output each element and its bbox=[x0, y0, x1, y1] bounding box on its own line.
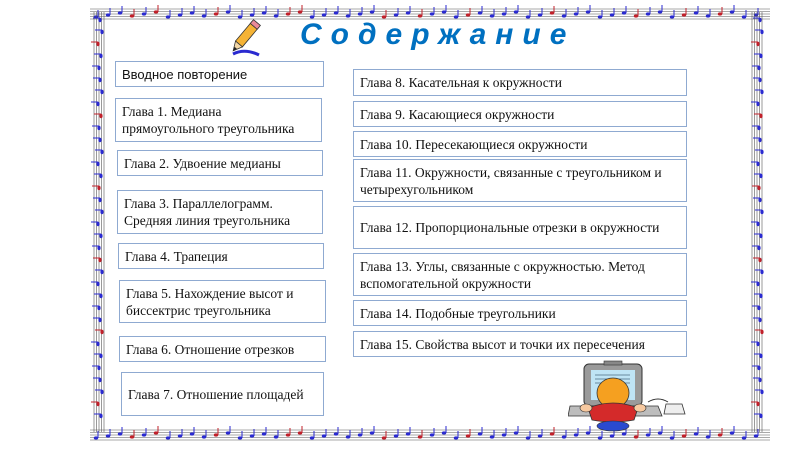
toc-item-chapter-14[interactable] bbox=[353, 300, 687, 326]
toc-item-label: Глава 8. Касательная к окружности bbox=[360, 75, 562, 90]
toc-item-label: Глава 15. Свойства высот и точки их пересечения bbox=[360, 336, 645, 352]
music-staff-border-left bbox=[90, 12, 106, 432]
child-at-computer-icon bbox=[568, 360, 688, 432]
toc-item-label: Вводное повторение bbox=[122, 66, 248, 82]
toc-item-label: Глава 1. Медиана прямоугольного треугольника bbox=[122, 104, 295, 136]
toc-item-label: Глава 6. Отношение отрезков bbox=[126, 341, 295, 357]
toc-item-label: Глава 12. Пропорциональные отрезки в окружности bbox=[360, 220, 660, 235]
toc-item-label: Глава 7. Отношение площадей bbox=[128, 386, 304, 402]
toc-item-intro[interactable] bbox=[115, 61, 324, 87]
toc-item-label: Глава 9. Касающиеся окружности bbox=[360, 106, 555, 122]
toc-item-label: Глава 13. Углы, связанные с окружностью. Метод вспомогательной окружности bbox=[360, 258, 645, 291]
music-staff-border-right bbox=[750, 12, 766, 432]
toc-item-chapter-8[interactable] bbox=[353, 69, 687, 96]
toc-item-chapter-11[interactable] bbox=[353, 159, 687, 202]
toc-item-label: Глава 14. Подобные треугольники bbox=[360, 305, 556, 321]
toc-item-label: Глава 2. Удвоение медианы bbox=[124, 155, 281, 171]
toc-item-label: Глава 5. Нахождение высот и биссектрис треугольника bbox=[126, 285, 294, 318]
toc-item-chapter-2[interactable] bbox=[117, 150, 323, 176]
toc-item-chapter-9[interactable] bbox=[353, 101, 687, 127]
toc-item-chapter-5[interactable] bbox=[119, 280, 326, 323]
toc-item-chapter-7[interactable] bbox=[121, 372, 324, 416]
toc-item-chapter-13[interactable] bbox=[353, 253, 687, 296]
toc-item-chapter-6[interactable] bbox=[119, 336, 326, 362]
toc-item-chapter-12[interactable] bbox=[353, 206, 687, 249]
toc-item-chapter-1[interactable] bbox=[115, 98, 322, 142]
toc-item-chapter-15[interactable] bbox=[353, 331, 687, 357]
toc-item-label: Глава 11. Окружности, связанные с треугольником и четырехугольником bbox=[360, 164, 662, 197]
toc-item-label: Глава 3. Параллелограмм. Средняя линия треугольника bbox=[124, 196, 291, 228]
toc-item-label: Глава 10. Пересекающиеся окружности bbox=[360, 136, 588, 152]
toc-item-label: Глава 4. Трапеция bbox=[125, 248, 228, 264]
toc-item-chapter-10[interactable] bbox=[353, 131, 687, 157]
toc-item-chapter-3[interactable] bbox=[117, 190, 323, 234]
page-title: Содержание bbox=[300, 18, 576, 51]
toc-item-chapter-4[interactable] bbox=[118, 243, 324, 269]
pencil-icon bbox=[225, 18, 270, 58]
